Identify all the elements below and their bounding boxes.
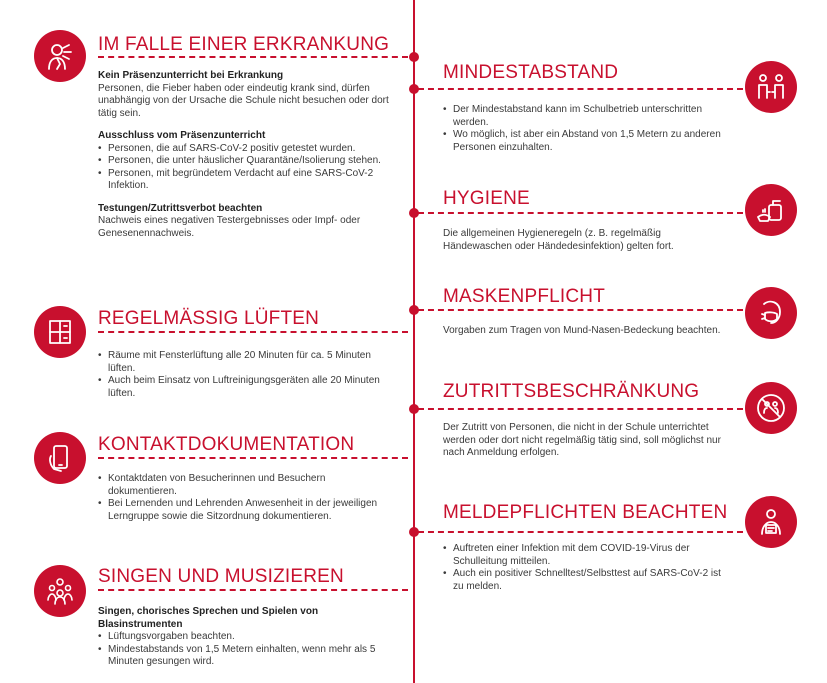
section-body-maske	[443, 325, 743, 338]
dashed-connector	[418, 309, 743, 311]
dashed-connector	[418, 408, 743, 410]
dashed-connector	[418, 212, 743, 214]
bullet-list	[98, 350, 388, 400]
bullet-list	[98, 143, 398, 193]
choir-icon	[34, 565, 86, 617]
paragraph: Nachweis eines negativen Testergebnisses oder Impf- oder Genesenennachweis.	[98, 215, 361, 239]
list-item: • Der Mindestabstand kann im Schulbetrieb unterschritten werden.	[443, 104, 723, 129]
section-title-abstand: MINDESTABSTAND	[443, 62, 619, 83]
dashed-connector	[98, 56, 408, 58]
section-title-kontakt: KONTAKTDOKUMENTATION	[98, 434, 355, 455]
mask-face-icon	[745, 287, 797, 339]
list-item: • Personen, mit begründetem Verdacht auf eine SARS-CoV-2 Infektion.	[98, 168, 398, 193]
list-item: • Bei Lernenden und Lehrenden Anwesenheit in der jeweiligen Lerngruppe sowie die Sitzordnung dokumentieren.	[98, 498, 388, 523]
section-title-maske: MASKENPFLICHT	[443, 286, 606, 307]
section-title-lueften: REGELMÄSSIG LÜFTEN	[98, 308, 320, 329]
timeline-line	[413, 0, 415, 683]
subheading: Testungen/Zutrittsverbot beachten	[98, 202, 263, 214]
bullet-list	[98, 473, 388, 523]
phone-hand-icon	[34, 432, 86, 484]
list-item: • Mindestabstands von 1,5 Metern einhalten, wenn mehr als 5 Minuten gesungen wird.	[98, 644, 393, 669]
list-item: • Auftreten einer Infektion mit dem COVID-19-Virus der Schulleitung mitteilen.	[443, 543, 723, 568]
paragraph: Vorgaben zum Tragen von Mund-Nasen-Bedeckung beachten.	[443, 325, 721, 336]
section-body-singen	[98, 606, 393, 669]
section-body-lueften	[98, 350, 388, 400]
section-body-kontakt	[98, 473, 388, 523]
section-title-erkrankung: IM FALLE EINER ERKRANKUNG	[98, 34, 390, 55]
dashed-connector	[98, 457, 408, 459]
section-body-hygiene	[443, 228, 723, 253]
bullet-list	[98, 631, 393, 669]
list-item: • Auch ein positiver Schnelltest/Selbsttest auf SARS-CoV-2 ist zu melden.	[443, 568, 723, 593]
section-title-singen: SINGEN UND MUSIZIEREN	[98, 566, 344, 587]
list-item: • Auch beim Einsatz von Luftreinigungsgeräten alle 20 Minuten lüften.	[98, 375, 388, 400]
subheading: Kein Präsenzunterricht bei Erkrankung	[98, 70, 284, 81]
bullet-list	[443, 104, 723, 154]
list-item: • Personen, die auf SARS-CoV-2 positiv getestet wurden.	[98, 143, 398, 156]
dashed-connector	[418, 531, 743, 533]
timeline-node	[409, 52, 419, 62]
subheading: Ausschluss vom Präsenzunterricht	[98, 130, 266, 141]
section-body-melde	[443, 543, 723, 593]
list-item: • Kontaktdaten von Besucherinnen und Besuchern dokumentieren.	[98, 473, 388, 498]
section-body-zutritt	[443, 422, 723, 460]
distance-people-icon	[745, 61, 797, 113]
paragraph: Der Zutritt von Personen, die nicht in der Schule unterrichtet werden oder dort nicht regelmäßig tätig sind, soll möglichst nur nach Anmeldung erfolgen.	[443, 422, 721, 458]
list-item: • Räume mit Fensterlüftung alle 20 Minuten für ca. 5 Minuten lüften.	[98, 350, 388, 375]
report-person-icon	[745, 496, 797, 548]
paragraph: Die allgemeinen Hygieneregeln (z. B. regelmäßig Händewaschen oder Händedesinfektion) gelten fort.	[443, 228, 674, 252]
bullet-list	[443, 543, 723, 593]
subheading: Singen, chorisches Sprechen und Spielen von Blasinstrumenten	[98, 606, 319, 630]
hand-sanitizer-icon	[745, 184, 797, 236]
section-body-erkrankung	[98, 70, 398, 240]
section-title-zutritt: ZUTRITTSBESCHRÄNKUNG	[443, 381, 700, 402]
section-title-melde: MELDEPFLICHTEN BEACHTEN	[443, 502, 728, 523]
sick-person-icon	[34, 30, 86, 82]
list-item: • Personen, die unter häuslicher Quarantäne/Isolierung stehen.	[98, 155, 398, 168]
dashed-connector	[98, 589, 408, 591]
list-item: • Wo möglich, ist aber ein Abstand von 1,5 Metern zu anderen Personen einzuhalten.	[443, 129, 723, 154]
window-icon	[34, 306, 86, 358]
dashed-connector	[418, 88, 743, 90]
no-entry-people-icon	[745, 382, 797, 434]
section-body-abstand	[443, 104, 723, 154]
section-title-hygiene: HYGIENE	[443, 188, 530, 209]
list-item: • Lüftungsvorgaben beachten.	[98, 631, 393, 644]
paragraph: Personen, die Fieber haben oder eindeutig krank sind, dürfen unabhängig von der Ursache die Schule nicht besuchen oder dort tätig sein.	[98, 82, 389, 119]
dashed-connector	[98, 331, 408, 333]
